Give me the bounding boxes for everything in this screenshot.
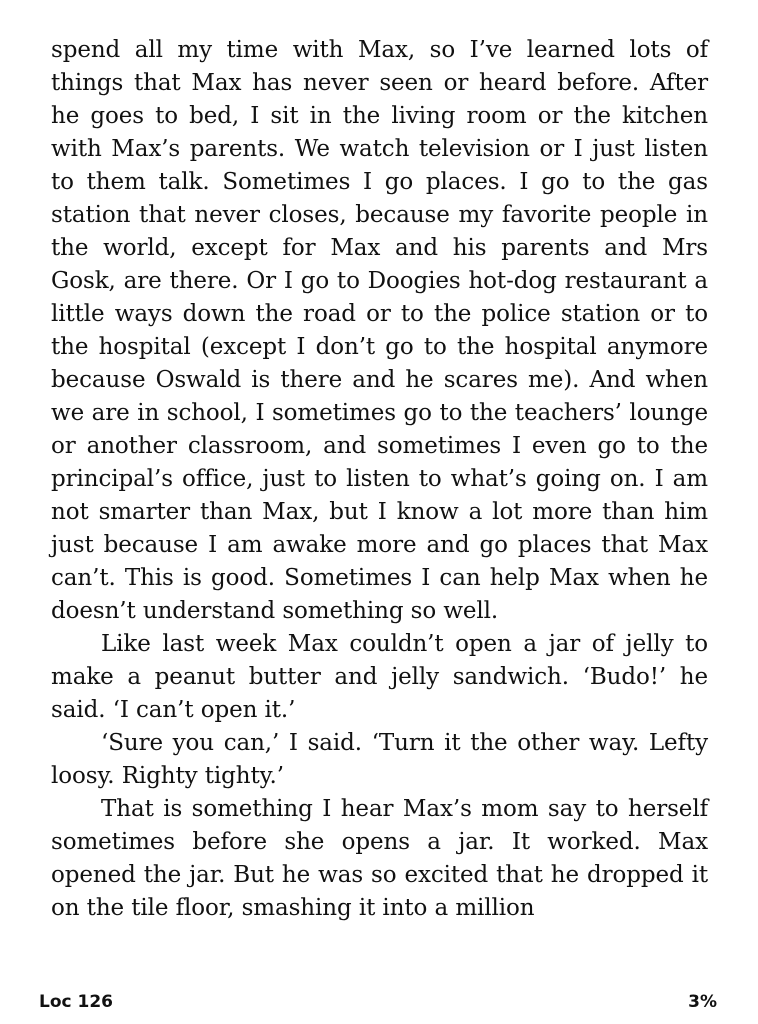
location-indicator: Loc 126: [39, 992, 113, 1012]
reader-page: [51, 0, 708, 1024]
book-text: [51, 34, 708, 925]
paragraph-2: Like last week Max couldn’t open a jar of jelly to make a peanut butter and jelly sandwich. ‘Budo!’ he said. ‘I can’t open it.’: [51, 631, 708, 723]
paragraph-1: spend all my time with Max, so I’ve learned lots of things that Max has never seen or heard before. After he goes to bed, I sit in the living room or the kitchen with Max’s parents. We watch television or I just listen to them talk. Sometimes I go places. I go to the gas station that never closes, because my favorite people in the world, except for Max and his parents and Mrs Gosk, are there. Or I go to Doogies hot-dog restaurant a little ways down the road or to the police station or to the hospital (except I don’t go to the hospital anymore because Oswald is there and he scares me). And when we are in school, I sometimes go to the teachers’ lounge or another classroom, and sometimes I even go to the principal’s office, just to listen to what’s going on. I am not smarter than Max, but I know a lot more than him just because I am awake more and go places that Max can’t. This is good. Sometimes I can help Max when he doesn’t understand something so well.: [51, 37, 708, 624]
paragraph-3: ‘Sure you can,’ I said. ‘Turn it the other way. Lefty loosy. Righty tighty.’: [51, 730, 708, 789]
reader-footer: [0, 992, 758, 1016]
progress-percent: 3%: [688, 992, 717, 1012]
paragraph-4: That is something I hear Max’s mom say to herself sometimes before she opens a jar. It worked. Max opened the jar. But he was so excited that he dropped it on the tile floor, smashing it into a million: [51, 796, 708, 921]
